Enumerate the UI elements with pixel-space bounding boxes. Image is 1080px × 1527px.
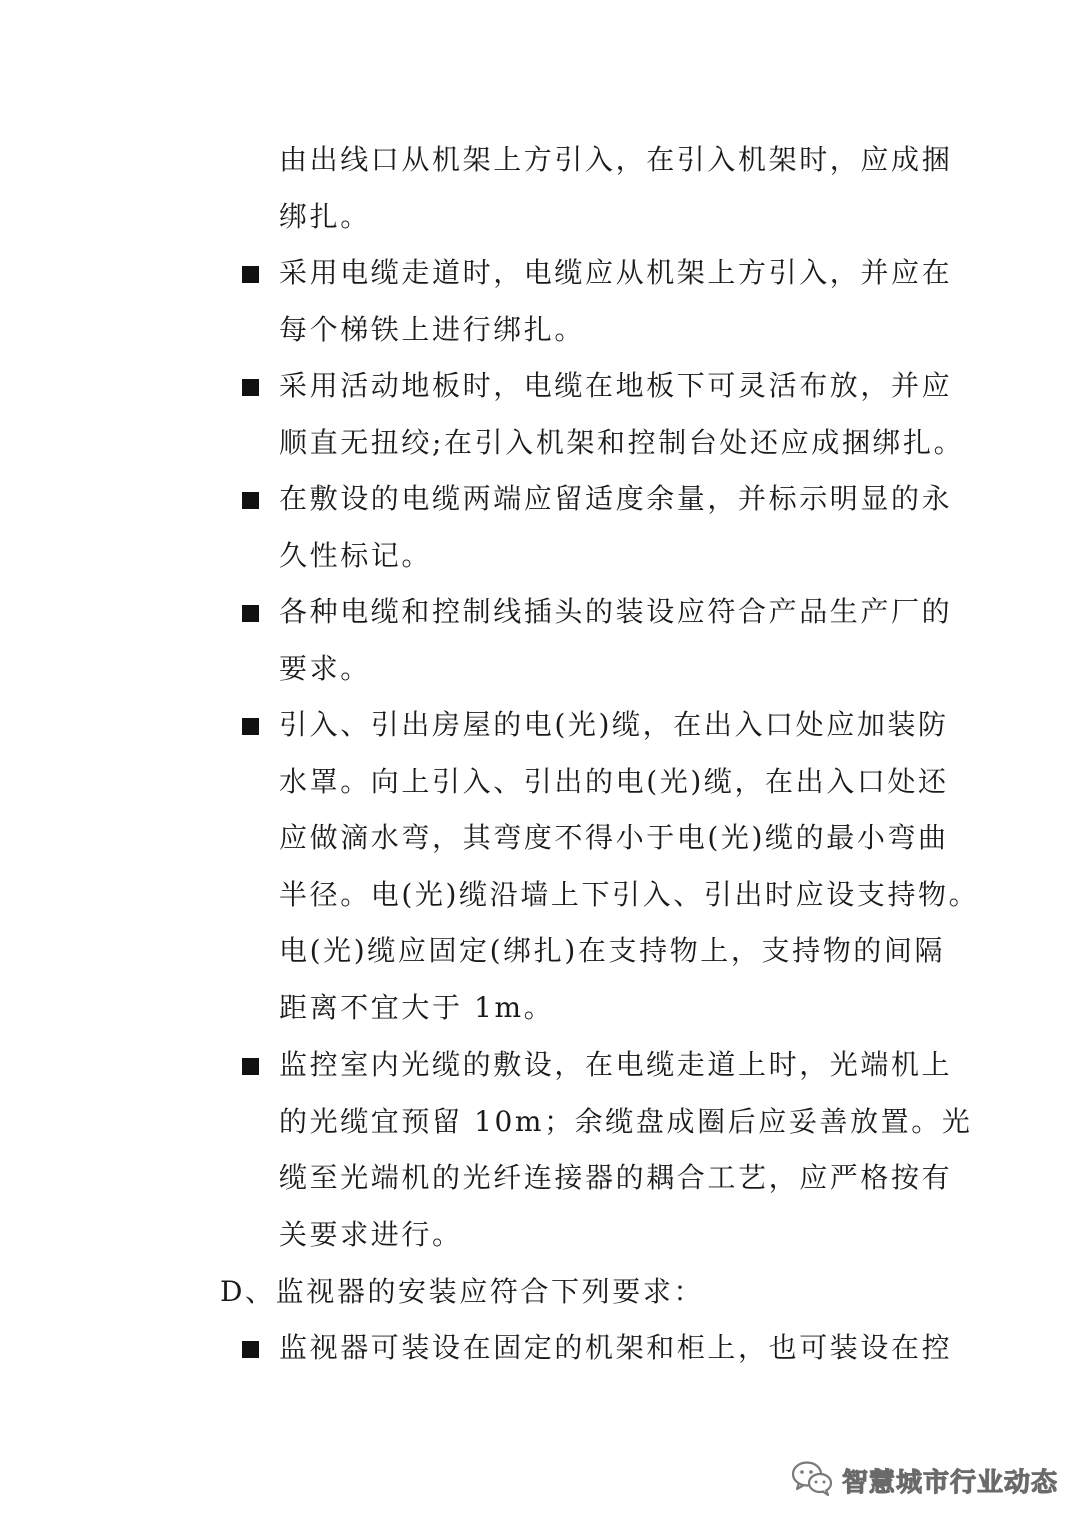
item-line: 要求。: [279, 651, 371, 685]
item-line: 电(光)缆应固定(绑扎)在支持物上，支持物的间隔: [279, 934, 946, 967]
item-line: 监控室内光缆的敷设，在电缆走道上时，光端机上: [279, 1048, 953, 1081]
wechat-icon: [790, 1459, 834, 1501]
item-line: 每个梯铁上进行绑扎。: [279, 312, 586, 346]
item-line: 久性标记。: [279, 538, 433, 572]
section-heading: D、监视器的安装应符合下列要求：: [220, 1275, 705, 1308]
item-line: 监视器可装设在固定的机架和柜上，也可装设在控: [279, 1331, 953, 1364]
list-item: [279, 1320, 953, 1377]
list-item: [279, 471, 953, 584]
item-line: 各种电缆和控制线插头的装设应符合产品生产厂的: [279, 595, 953, 628]
item-line: 采用活动地板时，电缆在地板下可灵活布放，并应: [279, 369, 953, 402]
bullet-square-icon: [242, 605, 259, 622]
item-line: 在敷设的电缆两端应留适度余量，并标示明显的永: [279, 482, 953, 515]
bullet-square-icon: [242, 492, 259, 509]
watermark: [790, 1458, 1058, 1502]
bullet-square-icon: [242, 379, 259, 396]
list-item: [279, 358, 965, 471]
item-line: 顺直无扭绞;在引入机架和控制台处还应成捆绑扎。: [279, 425, 965, 459]
item-line: 应做滴水弯，其弯度不得小于电(光)缆的最小弯曲: [279, 821, 949, 854]
item-line: 关要求进行。: [279, 1217, 463, 1251]
item-line: 引入、引出房屋的电(光)缆，在出入口处应加装防: [279, 708, 949, 741]
continuation-paragraph: [279, 132, 953, 245]
item-line: 半径。电(光)缆沿墙上下引入、引出时应设支持物。: [279, 877, 980, 911]
bullet-square-icon: [242, 718, 259, 735]
bullet-square-icon: [242, 266, 259, 283]
list-item: [279, 1037, 973, 1263]
list-item: [279, 584, 953, 697]
item-line: 缆至光端机的光纤连接器的耦合工艺，应严格按有: [279, 1161, 953, 1194]
list-item: [279, 697, 980, 1036]
paragraph-line: 绑扎。: [279, 199, 371, 233]
paragraph-line: 由出线口从机架上方引入，在引入机架时，应成捆: [279, 143, 953, 176]
item-line: 距离不宜大于 1m。: [279, 990, 555, 1024]
watermark-text: 智慧城市行业动态: [842, 1467, 1059, 1498]
bullet-square-icon: [242, 1341, 259, 1358]
bullet-square-icon: [242, 1058, 259, 1075]
item-line: 水罩。向上引入、引出的电(光)缆，在出入口处还: [279, 764, 949, 798]
item-line: 采用电缆走道时，电缆应从机架上方引入，并应在: [279, 256, 953, 289]
list-item: [279, 245, 953, 358]
item-line: 的光缆宜预留 10m；余缆盘成圈后应妥善放置。光: [279, 1104, 973, 1138]
